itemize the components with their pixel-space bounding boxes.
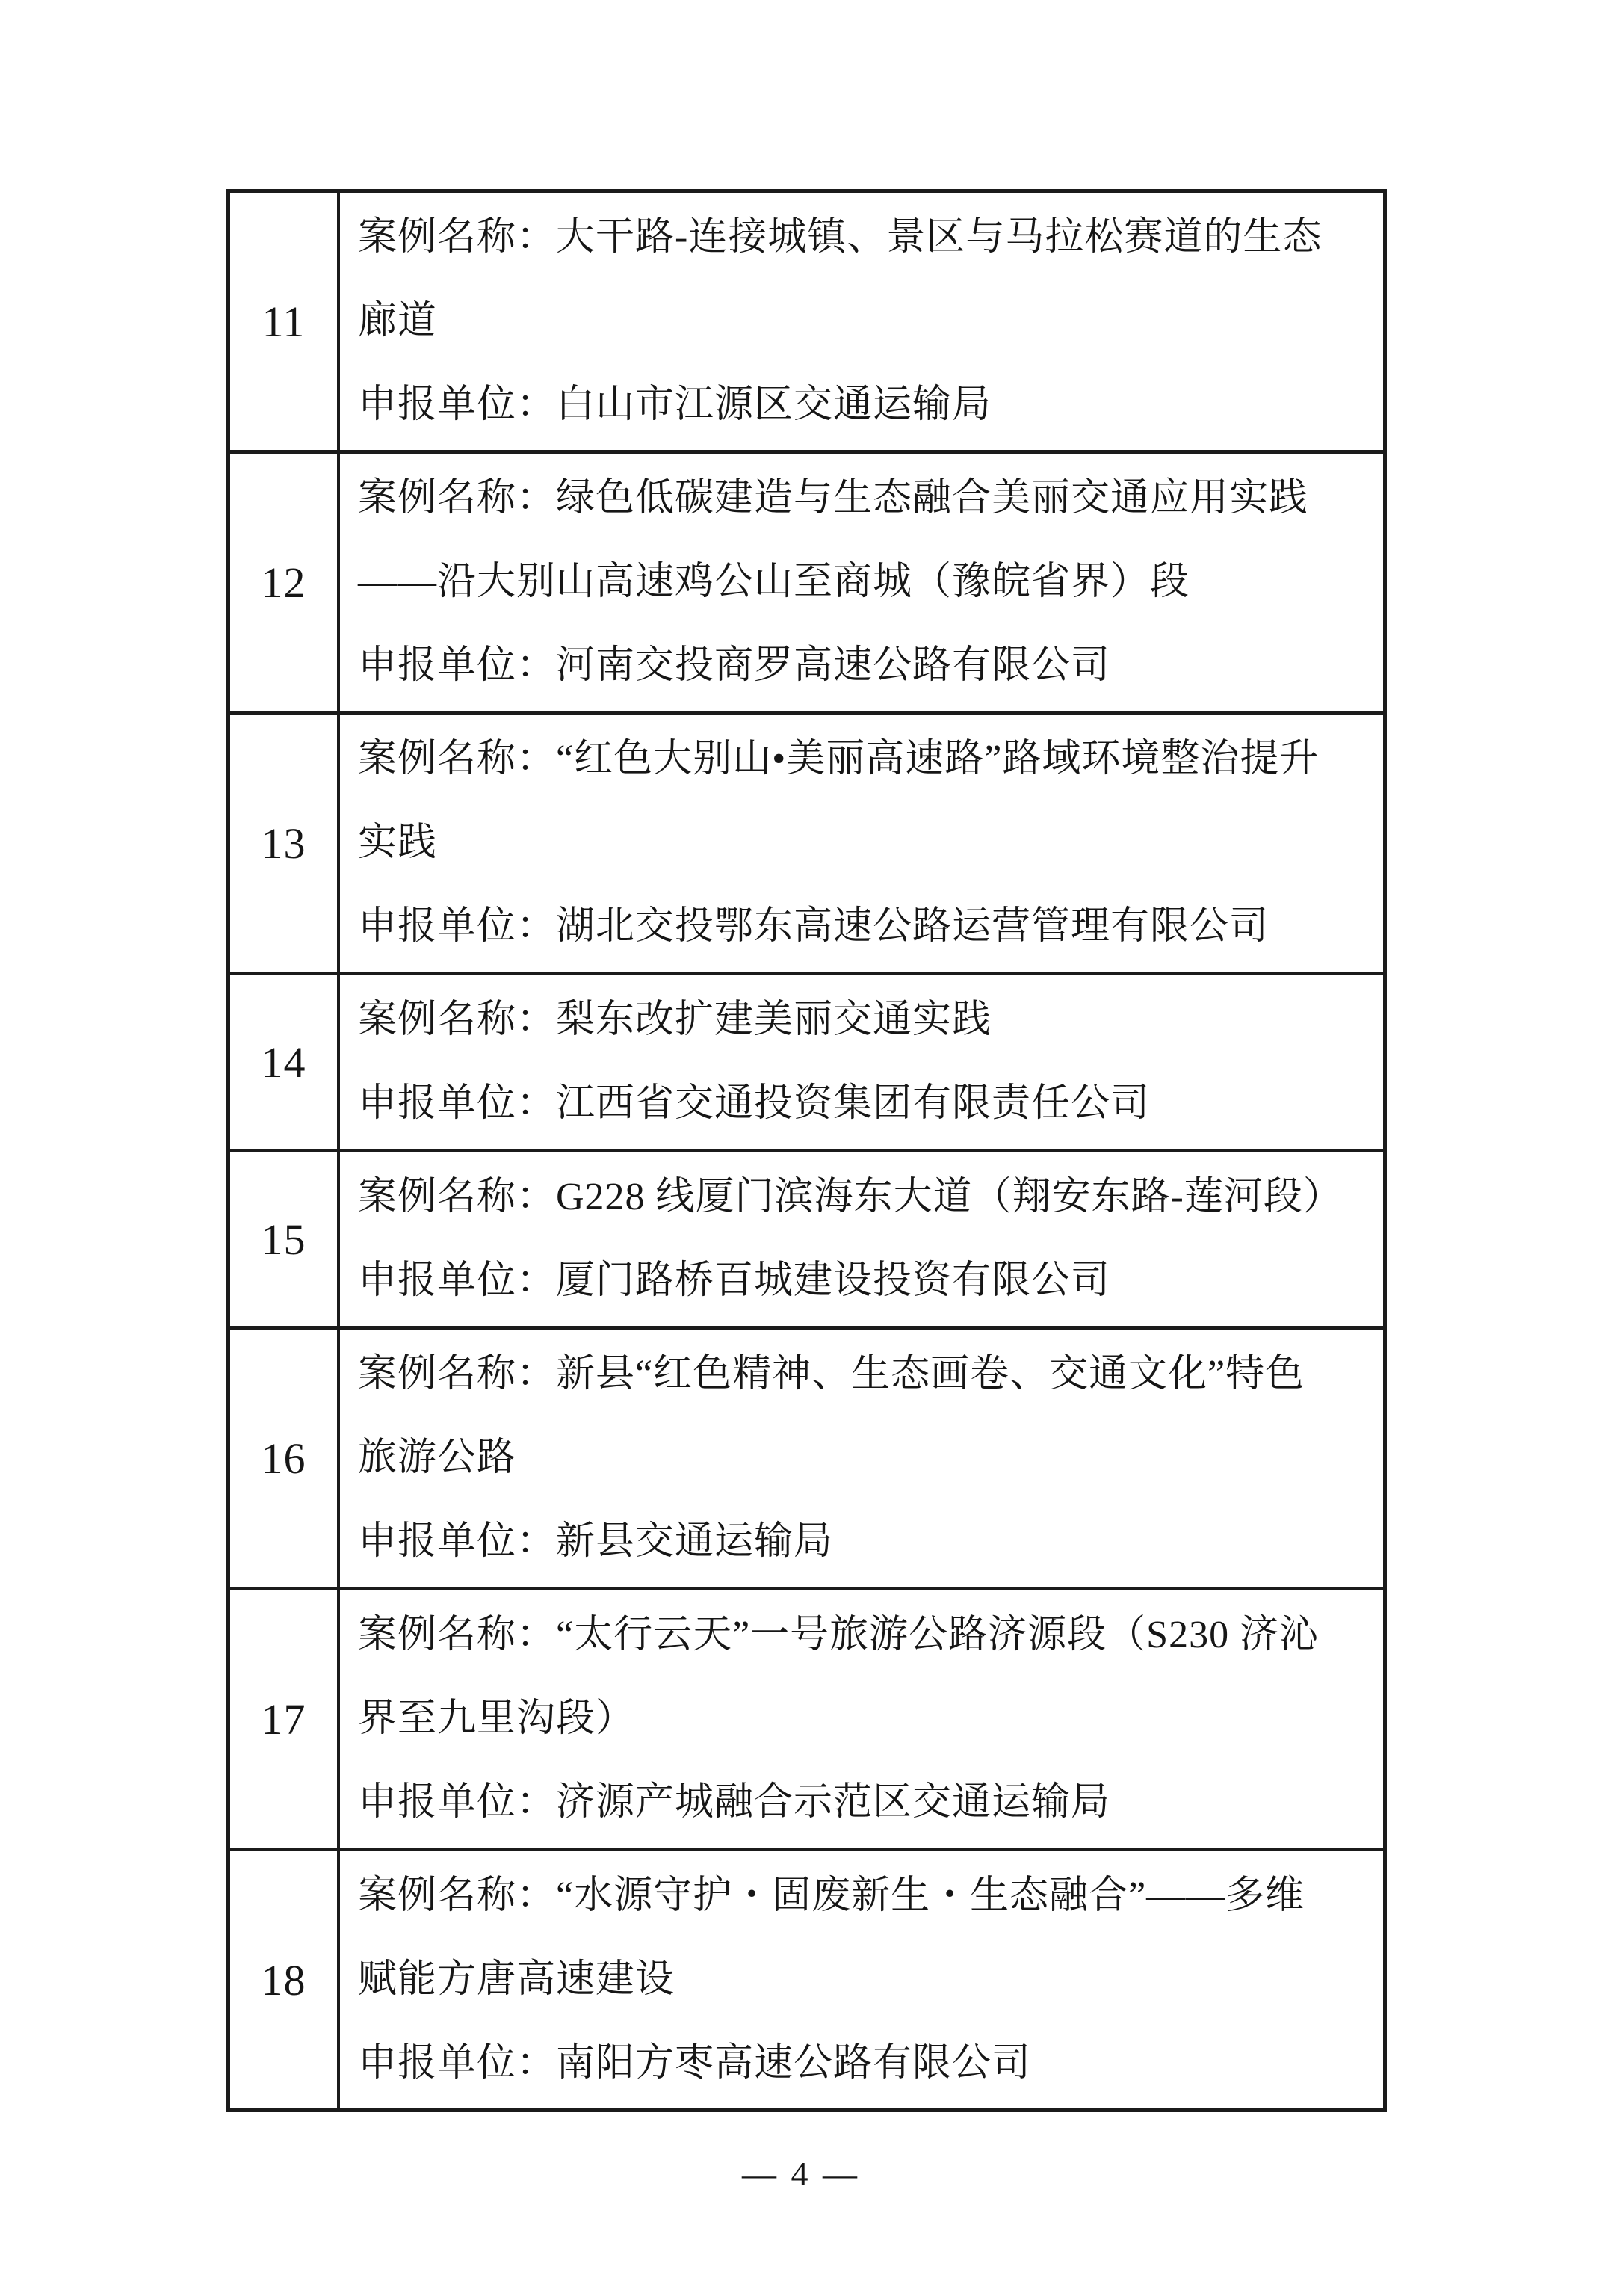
case-text-line: 赋能方唐高速建设 <box>358 1958 675 2001</box>
case-text-line: 申报单位：济源产城融合示范区交通运输局 <box>358 1781 1111 1824</box>
case-text-line: 旅游公路 <box>358 1436 517 1479</box>
table-row <box>230 975 1383 1152</box>
case-text-line: 申报单位：厦门路桥百城建设投资有限公司 <box>358 1259 1111 1302</box>
case-text-line: 申报单位：新县交通运输局 <box>358 1520 834 1563</box>
row-number: 16 <box>230 1330 340 1587</box>
row-number: 14 <box>230 975 340 1149</box>
page-number: — 4 — <box>742 2155 860 2193</box>
case-text-line: 申报单位：河南交投商罗高速公路有限公司 <box>358 644 1111 687</box>
case-text-line: 界至九里沟段） <box>358 1697 636 1740</box>
case-text-line: 案例名称：大干路-连接城镇、景区与马拉松赛道的生态 <box>358 216 1323 259</box>
case-text-line: 申报单位：江西省交通投资集团有限责任公司 <box>358 1082 1151 1125</box>
row-lines <box>340 975 1383 1149</box>
row-lines <box>340 1590 1383 1848</box>
case-text-line: ——沿大别山高速鸡公山至商城（豫皖省界）段 <box>358 561 1190 603</box>
case-text-line: 申报单位：白山市江源区交通运输局 <box>358 383 992 426</box>
case-text-line: 案例名称：“水源守护・固废新生・生态融合”——多维 <box>358 1874 1305 1917</box>
table-row <box>230 1152 1383 1330</box>
case-text-line: 申报单位：南阳方枣高速公路有限公司 <box>358 2042 1032 2084</box>
row-number: 18 <box>230 1851 340 2108</box>
table-row <box>230 454 1383 715</box>
table-row <box>230 715 1383 975</box>
case-table-body <box>230 193 1383 2108</box>
case-text-line: 案例名称：“太行云天”一号旅游公路济源段（S230 济沁 <box>358 1614 1320 1656</box>
table-row <box>230 1330 1383 1590</box>
row-lines <box>340 1330 1383 1587</box>
case-text-line: 廊道 <box>358 300 438 342</box>
case-text-line: 案例名称：绿色低碳建造与生态融合美丽交通应用实践 <box>358 477 1309 519</box>
table-row <box>230 1851 1383 2108</box>
case-text-line: 案例名称：梨东改扩建美丽交通实践 <box>358 999 992 1041</box>
row-number: 12 <box>230 454 340 711</box>
row-lines <box>340 193 1383 450</box>
case-text-line: 实践 <box>358 821 438 864</box>
row-lines <box>340 1851 1383 2108</box>
case-text-line: 案例名称：G228 线厦门滨海东大道（翔安东路-莲河段） <box>358 1176 1343 1218</box>
case-text-line: 案例名称：“红色大别山•美丽高速路”路域环境整治提升 <box>358 738 1320 780</box>
row-lines <box>340 1152 1383 1326</box>
case-text-line: 案例名称：新县“红色精神、生态画卷、交通文化”特色 <box>358 1353 1305 1395</box>
case-text-line: 申报单位：湖北交投鄂东高速公路运营管理有限公司 <box>358 905 1269 948</box>
row-lines <box>340 454 1383 711</box>
row-lines <box>340 715 1383 972</box>
cases-table <box>226 189 1387 2112</box>
table-row <box>230 1590 1383 1851</box>
row-number: 17 <box>230 1590 340 1848</box>
table-row <box>230 193 1383 454</box>
row-number: 11 <box>230 193 340 450</box>
row-number: 15 <box>230 1152 340 1326</box>
row-number: 13 <box>230 715 340 972</box>
